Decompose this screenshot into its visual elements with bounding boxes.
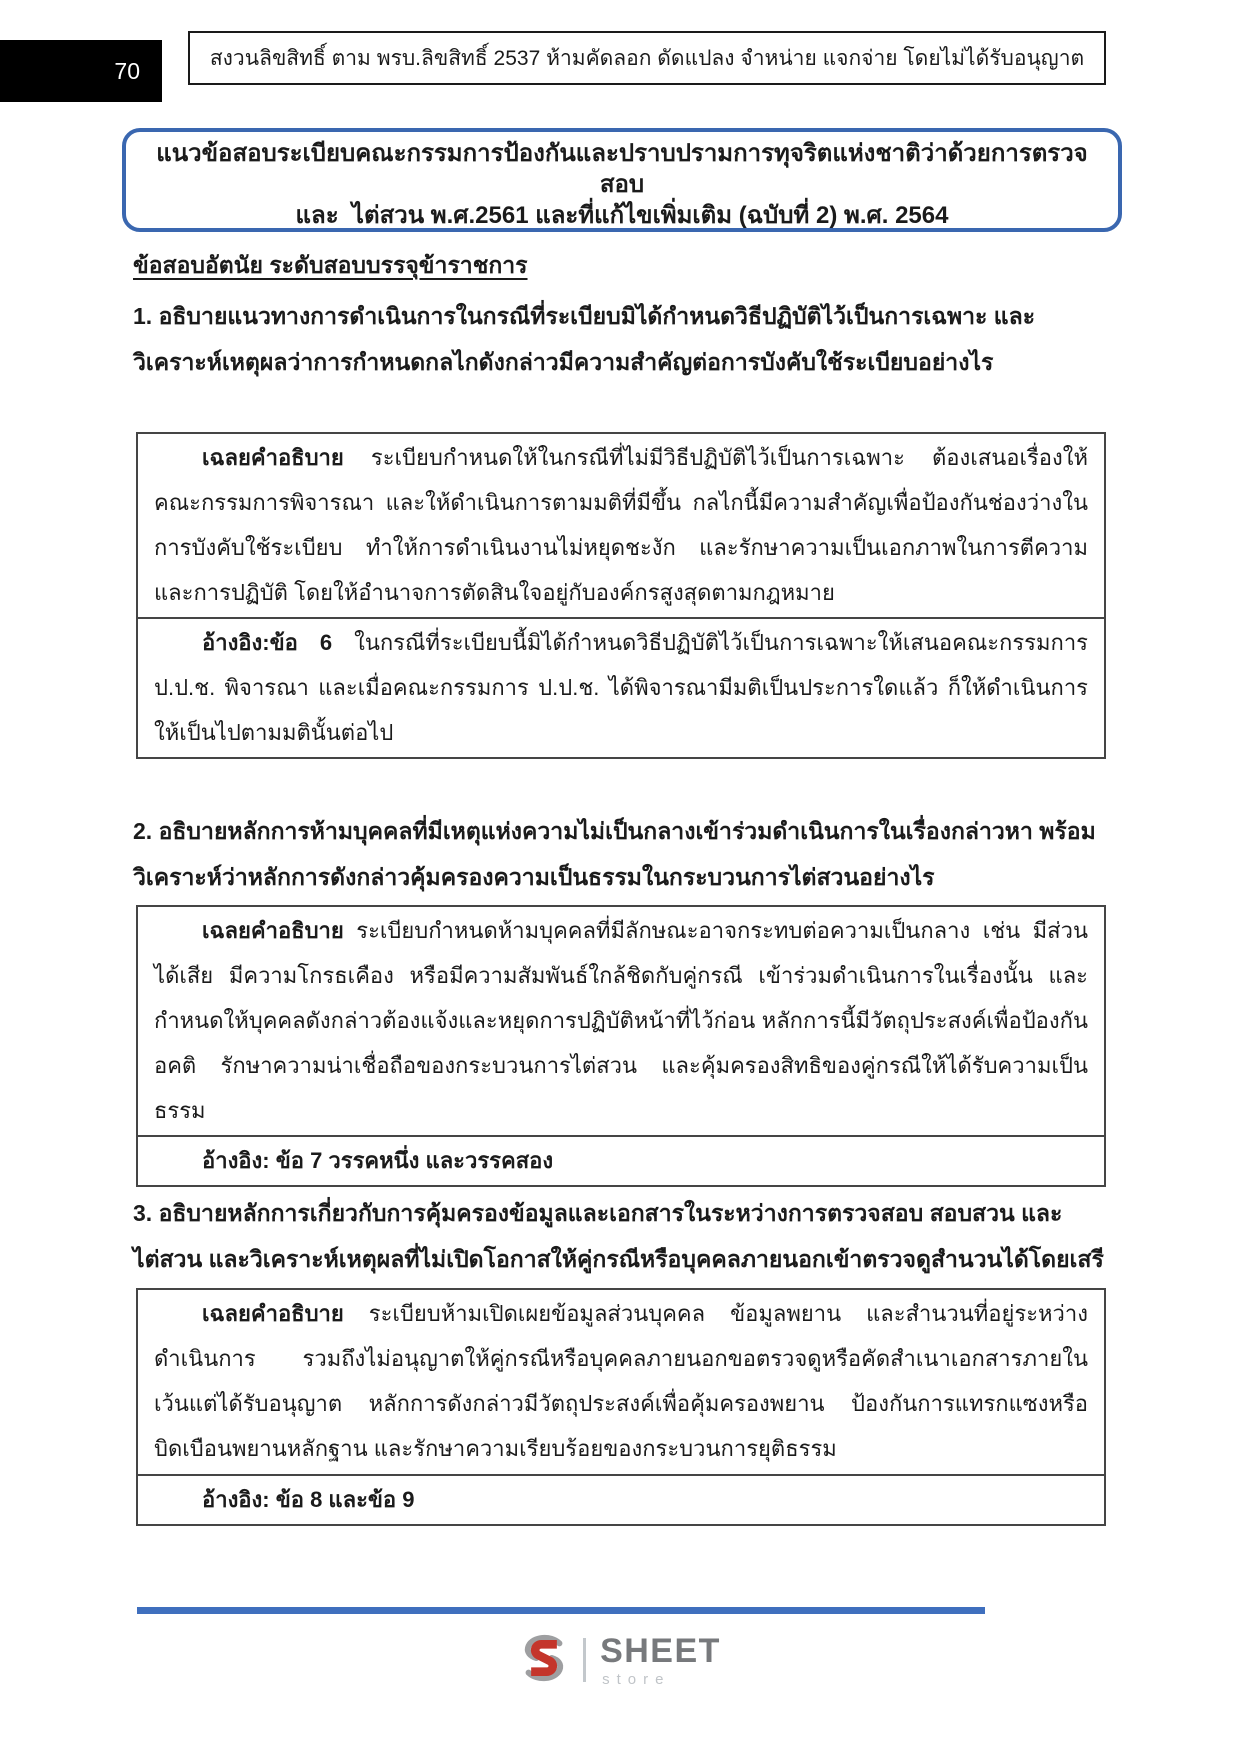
brand-subtitle: store (602, 1670, 671, 1688)
reference-paragraph-3 (154, 1477, 1088, 1522)
answer-paragraph-2 (154, 908, 1088, 1133)
answer-text-1: ระเบียบกำหนดให้ในกรณีที่ไม่มีวิธีปฏิบัติไว้เป็นการเฉพาะ ต้องเสนอเรื่องให้คณะกรรมการพิจารณา และให้ดำเนินการตามมติที่มีขึ้น กลไกนี้มีความสำคัญเพื่อป้องกันช่องว่างในการบังคับใช้ระเบียบ ทำให้การดำเนินงานไม่หยุดชะงัก และรักษาความเป็นเอกภาพในการตีความและการปฏิบัติ โดยให้อำนาจการตัดสินใจอยู่กับองค์กรสูงสุดตามกฎหมาย (154, 445, 1088, 605)
reference-section-1 (138, 617, 1104, 757)
answer-section-2 (138, 907, 1104, 1135)
document-title-box (122, 128, 1122, 232)
answer-box-2 (136, 905, 1106, 1187)
answer-paragraph-3 (154, 1291, 1088, 1471)
brand-name: SHEET (600, 1631, 721, 1670)
answer-section-3 (138, 1290, 1104, 1474)
footer-logo (0, 1628, 1240, 1692)
page-number-box (0, 40, 162, 102)
answer-text-3: ระเบียบห้ามเปิดเผยข้อมูลส่วนบุคคล ข้อมูลพยาน และสำนวนที่อยู่ระหว่างดำเนินการ รวมถึงไม่อนุญาตให้คู่กรณีหรือบุคคลภายนอกขอตรวจดูหรือคัดสำเนาเอกสารภายใน เว้นแต่ได้รับอนุญาต หลักการดังกล่าวมีวัตถุประสงค์เพื่อคุ้มครองพยาน ป้องกันการแทรกแซงหรือบิดเบือนพยานหลักฐาน และรักษาความเรียบร้อยของกระบวนการยุติธรรม (154, 1301, 1088, 1461)
section-heading: ข้อสอบอัตนัย ระดับสอบบรรจุข้าราชการ (133, 252, 528, 278)
question-3-text: 3. อธิบายหลักการเกี่ยวกับการคุ้มครองข้อมูลและเอกสารในระหว่างการตรวจสอบ สอบสวน และไต่สวน และวิเคราะห์เหตุผลที่ไม่เปิดโอกาสให้คู่กรณีหรือบุคคลภายนอกเข้าตรวจดูสำนวนได้โดยเสรี (133, 1200, 1104, 1272)
answer-label-2: เฉลยคำอธิบาย (202, 918, 344, 943)
copyright-notice: สงวนลิขสิทธิ์ ตาม พรบ.ลิขสิทธิ์ 2537 ห้ามคัดลอก ดัดแปลง จำหน่าย แจกจ่าย โดยไม่ได้รับอนุญาต (209, 46, 1085, 70)
title-line-2: และ ไต่สวน พ.ศ.2561 และที่แก้ไขเพิ่มเติม (ฉบับที่ 2) พ.ศ. 2564 (295, 202, 949, 230)
footer-divider-rule (137, 1607, 985, 1614)
answer-label-3: เฉลยคำอธิบาย (202, 1301, 344, 1326)
reference-paragraph-1 (154, 620, 1088, 755)
reference-section-2 (138, 1135, 1104, 1185)
answer-section-1 (138, 434, 1104, 617)
answer-text-2: ระเบียบกำหนดห้ามบุคคลที่มีลักษณะอาจกระทบต่อความเป็นกลาง เช่น มีส่วนได้เสีย มีความโกรธเคือง หรือมีความสัมพันธ์ใกล้ชิดกับคู่กรณี เข้าร่วมดำเนินการในเรื่องนั้น และกำหนดให้บุคคลดังกล่าวต้องแจ้งและหยุดการปฏิบัติหน้าที่ไว้ก่อน หลักการนี้มีวัตถุประสงค์เพื่อป้องกันอคติ รักษาความน่าเชื่อถือของกระบวนการไต่สวน และคุ้มครองสิทธิของคู่กรณีให้ได้รับความเป็นธรรม (154, 918, 1088, 1123)
answer-label-1: เฉลยคำอธิบาย (202, 445, 344, 470)
reference-label-1: อ้างอิง:ข้อ 6 (202, 630, 333, 655)
sheet-store-logo-icon (519, 1634, 569, 1687)
page-number: 70 (114, 57, 140, 84)
reference-label-3: อ้างอิง: ข้อ 8 และข้อ 9 (202, 1487, 415, 1512)
answer-paragraph-1 (154, 435, 1088, 615)
reference-label-2: อ้างอิง: ข้อ 7 วรรคหนึ่ง และวรรคสอง (202, 1148, 554, 1173)
question-1-text: 1. อธิบายแนวทางการดำเนินการในกรณีที่ระเบียบมิได้กำหนดวิธีปฏิบัติไว้เป็นการเฉพาะ และวิเคราะห์เหตุผลว่าการกำหนดกลไกดังกล่าวมีความสำคัญต่อการบังคับใช้ระเบียบอย่างไร (133, 303, 1036, 375)
answer-box-1 (136, 432, 1106, 759)
logo-divider-bar (583, 1638, 586, 1682)
question-2-text: 2. อธิบายหลักการห้ามบุคคลที่มีเหตุแห่งความไม่เป็นกลางเข้าร่วมดำเนินการในเรื่องกล่าวหา พร้อมวิเคราะห์ว่าหลักการดังกล่าวคุ้มครองความเป็นธรรมในกระบวนการไต่สวนอย่างไร (133, 818, 1096, 890)
brand-text-block (600, 1631, 721, 1688)
reference-section-3 (138, 1474, 1104, 1524)
title-line-1: แนวข้อสอบระเบียบคณะกรรมการป้องกันและปราบปรามการทุจริตแห่งชาติว่าด้วยการตรวจสอบ (156, 140, 1088, 199)
reference-paragraph-2 (154, 1138, 1088, 1183)
copyright-box (188, 31, 1106, 85)
reference-text-1: ในกรณีที่ระเบียบนี้มิได้กำหนดวิธีปฏิบัติไว้เป็นการเฉพาะให้เสนอคณะกรรมการ ป.ป.ช. พิจารณา และเมื่อคณะกรรมการ ป.ป.ช. ได้พิจารณามีมติเป็นประการใดแล้ว ก็ให้ดำเนินการให้เป็นไปตามมตินั้นต่อไป (154, 630, 1088, 745)
answer-box-3 (136, 1288, 1106, 1526)
